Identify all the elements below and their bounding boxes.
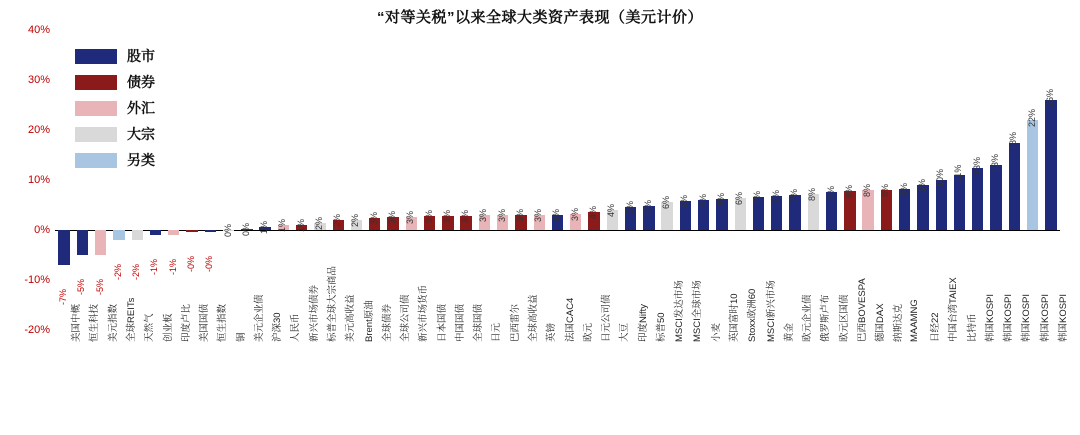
y-axis-tick: 10% [27, 174, 50, 186]
bar-value-label: 7% [789, 188, 800, 202]
bar[interactable] [150, 230, 161, 235]
bar-value-label: 2% [313, 216, 324, 230]
bar-value-label: 4% [606, 203, 617, 217]
bar-item[interactable] [515, 30, 526, 330]
bar[interactable] [113, 230, 124, 240]
bar-item[interactable] [771, 30, 782, 330]
bar-item[interactable] [1045, 30, 1056, 330]
x-axis-category-label: 英镑 [546, 322, 558, 342]
x-axis-category-label: 全球公司债 [400, 294, 412, 342]
y-axis-tick: 30% [27, 74, 50, 86]
bar-value-label: 3% [533, 208, 544, 222]
legend-swatch-icon [75, 153, 117, 168]
bar-value-label: 3% [405, 210, 416, 224]
bar-value-label: -2% [131, 263, 142, 280]
x-axis-category-label: MSCI发达市场 [674, 280, 686, 342]
bar-value-label: 7% [770, 189, 781, 203]
bar[interactable] [58, 230, 69, 265]
bar-item[interactable] [588, 30, 599, 330]
bar-item[interactable] [808, 30, 819, 330]
x-axis-category-label: 美元企业债 [253, 294, 265, 342]
x-axis-category-label: 美元指数 [107, 303, 119, 342]
x-axis-category-label: 美元高收益 [345, 294, 357, 342]
bar-value-label: 18% [1008, 131, 1019, 150]
bar-value-label: 3% [496, 208, 507, 222]
x-axis-category-label: 韩国KOSPI [984, 293, 996, 342]
x-axis-category-label: 中国国债 [454, 303, 466, 342]
legend-item[interactable] [75, 45, 155, 67]
bar-value-label: 7% [752, 190, 763, 204]
x-axis-category-label: MSCI新兴市场 [765, 280, 777, 342]
bar-series [55, 30, 1069, 342]
x-axis-category-label: 韩国KOSPI [1021, 293, 1033, 342]
legend-item[interactable] [75, 123, 155, 145]
bar-item[interactable] [570, 30, 581, 330]
bar-value-label: 1% [277, 218, 288, 232]
bar-item[interactable] [1027, 30, 1038, 330]
bar-item[interactable] [789, 30, 800, 330]
bar-item[interactable] [881, 30, 892, 330]
bar-value-label: 13% [971, 156, 982, 175]
bar-value-label: 22% [1026, 108, 1037, 127]
x-axis-category-label: 标普全球大宗商品 [326, 265, 338, 342]
bar-item[interactable] [862, 30, 873, 330]
x-axis-category-label: 铜 [235, 332, 247, 342]
bar-value-label: 9% [916, 178, 927, 192]
bar-value-label: 13% [990, 153, 1001, 172]
bar-value-label: -0% [204, 255, 215, 272]
bar-item[interactable] [607, 30, 618, 330]
bar-item[interactable] [259, 30, 270, 330]
x-axis-category-label: 比特币 [966, 313, 978, 342]
x-axis-category-label: 全球国债 [473, 303, 485, 342]
bar-item[interactable] [990, 30, 1001, 330]
legend-label: 另类 [127, 152, 155, 168]
bar[interactable] [186, 230, 197, 232]
bar-item[interactable] [917, 30, 928, 330]
bar-item[interactable] [369, 30, 380, 330]
page-title: “对等关税”以来全球大类资产表现（美元计价） [376, 9, 703, 26]
bar-value-label: -1% [167, 258, 178, 275]
bar[interactable] [972, 168, 983, 231]
bar-item[interactable] [205, 30, 216, 330]
x-axis-category-label: 巴西BOVESPA [856, 278, 868, 342]
y-axis-tick: 0% [34, 224, 50, 236]
x-axis-category-label: 恒生科技 [89, 303, 101, 342]
bar-value-label: 8% [880, 183, 891, 197]
x-axis-category-label: 黄金 [783, 322, 795, 342]
bar-value-label: 8% [862, 183, 873, 197]
bar-value-label: 8% [807, 187, 818, 201]
bar-value-label: -0% [186, 255, 197, 272]
x-axis-category-label: 英国富时10 [728, 293, 740, 342]
bar[interactable] [954, 175, 965, 230]
legend-label: 债券 [127, 74, 155, 90]
x-axis-category-label: Brent原油 [363, 300, 375, 342]
x-axis-category-label: 印度Nifty [637, 303, 649, 342]
bar[interactable] [77, 230, 88, 255]
x-axis-category-label: Stoxx欧洲60 [747, 288, 759, 342]
bar-value-label: -5% [94, 278, 105, 295]
bar-item[interactable] [58, 30, 69, 330]
bar-value-label: 6% [697, 193, 708, 207]
y-axis-tick: -10% [24, 274, 50, 286]
legend [75, 45, 155, 175]
bar-item[interactable] [278, 30, 289, 330]
x-axis-category-label: 全球高收益 [527, 294, 539, 342]
bar-value-label: 6% [734, 191, 745, 205]
bar-value-label: 8% [843, 184, 854, 198]
legend-label: 外汇 [127, 100, 155, 116]
x-axis-category-label: 日元 [491, 322, 503, 342]
bar-item[interactable] [333, 30, 344, 330]
bar[interactable] [132, 230, 143, 240]
x-axis-category-label: 新兴市场货币 [418, 284, 430, 342]
x-axis-category-label: 法国CAC4 [564, 297, 576, 342]
bar-item[interactable] [735, 30, 746, 330]
bar-value-label: 4% [588, 205, 599, 219]
bar-item[interactable] [479, 30, 490, 330]
x-axis-category-label: 欧元 [582, 322, 594, 342]
bar-item[interactable] [625, 30, 636, 330]
bar-value-label: 2% [350, 213, 361, 227]
bar-value-label: 3% [441, 209, 452, 223]
bar-value-label: 0% [240, 222, 251, 236]
bar-item[interactable] [186, 30, 197, 330]
x-axis-category-label: 印度卢比 [180, 303, 192, 342]
bar-value-label: 3% [551, 208, 562, 222]
bar[interactable] [1045, 100, 1056, 230]
bar-item[interactable] [534, 30, 545, 330]
bar-value-label: -5% [76, 278, 87, 295]
bar-item[interactable] [826, 30, 837, 330]
legend-label: 股市 [127, 48, 155, 64]
plot-area [24, 24, 1069, 342]
x-axis-category-label: 欧元区国债 [838, 294, 850, 342]
bar-item[interactable] [351, 30, 362, 330]
bar-item[interactable] [168, 30, 179, 330]
x-axis-category-label: 德国DAX [875, 303, 887, 342]
bar-value-label: 26% [1044, 88, 1055, 107]
bar-value-label: 6% [661, 195, 672, 209]
bar[interactable] [1009, 143, 1020, 231]
x-axis-category-label: 创业板 [162, 313, 174, 342]
x-axis-category-label: 美国国债 [199, 303, 211, 342]
x-axis-category-label: 沪深30 [272, 312, 284, 342]
x-axis-category-label: 韩国KOSPI [1057, 293, 1069, 342]
y-axis-tick: 40% [27, 24, 50, 36]
bar-item[interactable] [223, 30, 234, 330]
bar-value-label: 1% [295, 218, 306, 232]
legend-item[interactable] [75, 97, 155, 119]
bar-item[interactable] [241, 30, 252, 330]
x-axis-category-label: 日本国债 [436, 303, 448, 342]
x-axis-category-label: 日元公司债 [601, 294, 613, 342]
y-axis-tick: 20% [27, 124, 50, 136]
x-axis-category-label: 日经22 [929, 312, 941, 342]
legend-label: 大宗 [127, 126, 155, 142]
x-axis-category-label: 韩国KOSPI [1039, 293, 1051, 342]
bar-value-label: 3% [387, 210, 398, 224]
x-axis-category-label: 欧元企业债 [802, 294, 814, 342]
bar-value-label: -2% [112, 263, 123, 280]
bar-value-label: 0% [222, 223, 233, 237]
x-axis-category-label: 全球债券 [381, 303, 393, 342]
legend-swatch-icon [75, 127, 117, 142]
bar-value-label: 3% [423, 209, 434, 223]
bar-item[interactable] [972, 30, 983, 330]
bar[interactable] [95, 230, 106, 255]
bar-item[interactable] [497, 30, 508, 330]
x-axis-category-label: 纳斯达克 [893, 303, 905, 342]
x-axis-category-label: 天然气 [144, 313, 156, 342]
legend-item[interactable] [75, 71, 155, 93]
bar-value-label: 3% [514, 208, 525, 222]
x-axis-category-label: 大豆 [619, 322, 631, 342]
legend-swatch-icon [75, 49, 117, 64]
bar-value-label: -1% [149, 258, 160, 275]
bar-value-label: 3% [460, 209, 471, 223]
bar-item[interactable] [424, 30, 435, 330]
bar-item[interactable] [552, 30, 563, 330]
x-axis-category-label: 美国中概 [71, 303, 83, 342]
bar-item[interactable] [899, 30, 910, 330]
bar-value-label: 6% [715, 192, 726, 206]
x-axis-category-label: 俄罗斯卢布 [820, 294, 832, 342]
x-axis-category-label: 巴西雷尔 [509, 303, 521, 342]
x-axis-category-label: 中国台湾TAIEX [948, 277, 960, 342]
bar-item[interactable] [442, 30, 453, 330]
bar-value-label: 8% [825, 185, 836, 199]
bar-value-label: 2% [332, 213, 343, 227]
bar-value-label: 6% [679, 194, 690, 208]
legend-swatch-icon [75, 101, 117, 116]
x-axis-category-label: MSCI全球市场 [692, 280, 704, 342]
bar[interactable] [936, 180, 947, 230]
x-axis-category-label: 小麦 [710, 322, 722, 342]
bar-value-label: 11% [953, 164, 964, 182]
bar-value-label: 3% [569, 207, 580, 221]
bar[interactable] [990, 165, 1001, 230]
x-axis-category-label: 标普50 [655, 312, 667, 342]
bar-value-label: 5% [624, 200, 635, 214]
bar-item[interactable] [954, 30, 965, 330]
x-axis-category-label: 全球REITs [125, 297, 137, 342]
bar-value-label: 8% [898, 182, 909, 196]
bar-value-label: 10% [935, 168, 946, 187]
bar-value-label: 3% [478, 208, 489, 222]
bar-value-label: 5% [642, 199, 653, 213]
x-axis-category-label: MAAMNG [908, 299, 920, 342]
x-axis-category-label: 人民币 [290, 313, 302, 342]
bar[interactable] [205, 230, 216, 232]
x-axis-category-label: 恒生指数 [217, 303, 229, 342]
bar-item[interactable] [387, 30, 398, 330]
bar[interactable] [1027, 120, 1038, 230]
x-axis-category-label: 新兴市场债券 [308, 284, 320, 342]
legend-swatch-icon [75, 75, 117, 90]
bar-item[interactable] [643, 30, 654, 330]
x-axis-category-label: 韩国KOSPI [1003, 293, 1015, 342]
bar-value-label: 1% [259, 220, 270, 234]
legend-item[interactable] [75, 149, 155, 171]
bar-item[interactable] [698, 30, 709, 330]
bar-item[interactable] [460, 30, 471, 330]
bar-item[interactable] [1009, 30, 1020, 330]
bar[interactable] [168, 230, 179, 235]
bar-value-label: -7% [58, 288, 69, 305]
bar-value-label: 3% [368, 211, 379, 225]
bar-item[interactable] [716, 30, 727, 330]
y-axis-tick: -20% [24, 324, 50, 336]
